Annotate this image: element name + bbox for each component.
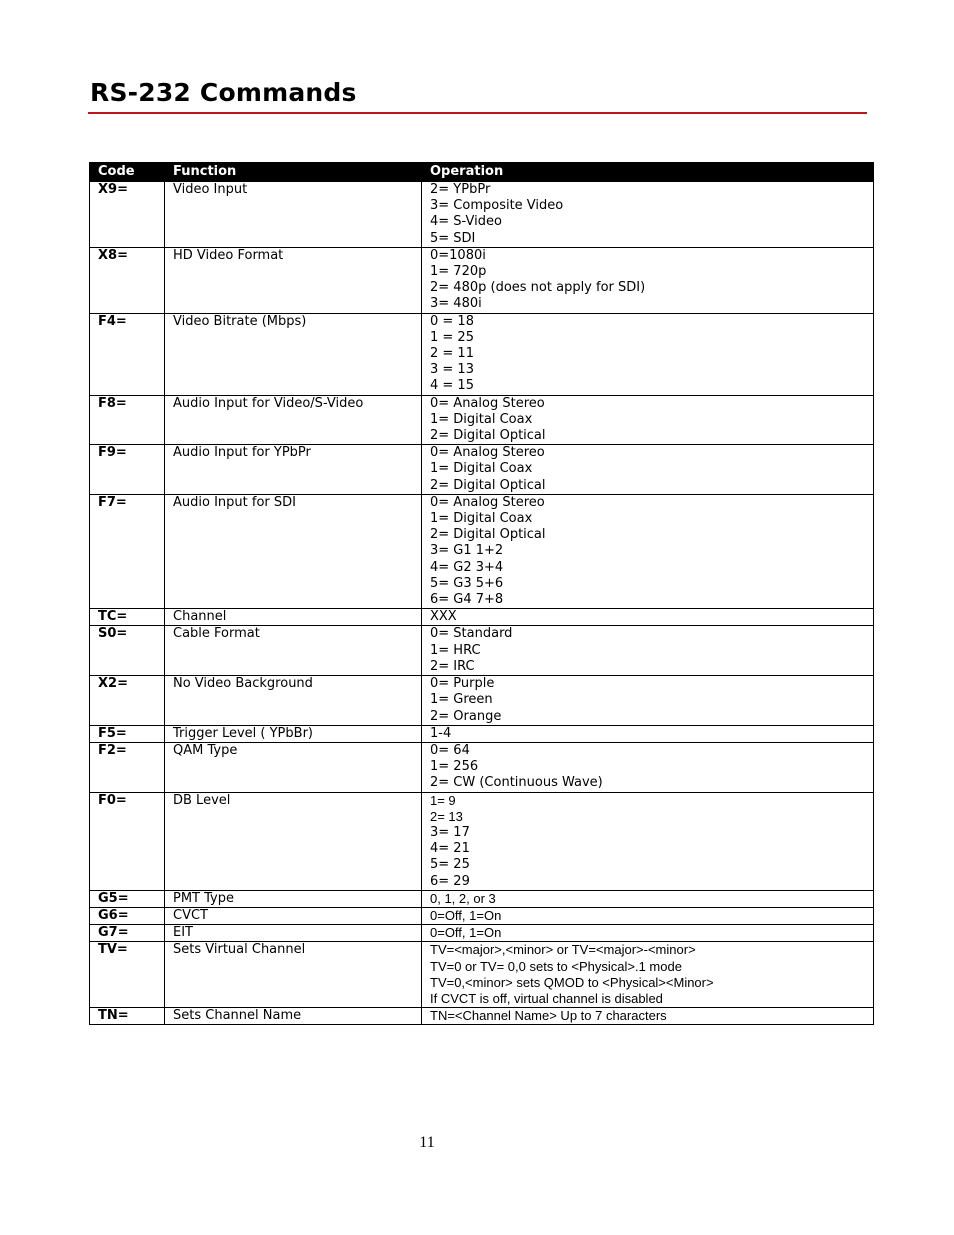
operation-line: 4= G2 3+4 [430, 559, 504, 575]
operation-line: 6= G4 7+8 [430, 592, 504, 608]
operation-line: 2= Digital Optical [430, 477, 546, 493]
page-title: RS-232 Commands [90, 78, 357, 107]
table-row [90, 313, 874, 395]
table-row [90, 742, 874, 792]
command-function: HD Video Format [165, 247, 422, 313]
column-header-function: Function [165, 163, 422, 182]
table-row [90, 925, 874, 942]
command-function: No Video Background [165, 676, 422, 726]
table-row [90, 725, 874, 742]
table-row [90, 395, 874, 445]
table-row [90, 676, 874, 726]
operation-line: 2= IRC [430, 658, 475, 674]
command-operation [422, 182, 874, 248]
operation-line: 0= Standard [430, 626, 513, 642]
operation-line: 1= Digital Coax [430, 511, 533, 527]
command-code: TV= [90, 942, 165, 1008]
table-body [90, 182, 874, 1025]
operation-line: 1= 720p [430, 264, 487, 280]
operation-line: 0= Analog Stereo [430, 494, 545, 510]
table-row [90, 1008, 874, 1025]
operation-line: 2 = 11 [430, 346, 474, 362]
table-row [90, 890, 874, 907]
command-operation [422, 626, 874, 676]
command-function: Trigger Level ( YPbBr) [165, 725, 422, 742]
command-code: TN= [90, 1008, 165, 1025]
operation-line: 3 = 13 [430, 362, 474, 378]
operation-line: 0 = 18 [430, 313, 474, 329]
table-row [90, 626, 874, 676]
command-code: TC= [90, 609, 165, 626]
command-code: G6= [90, 907, 165, 924]
table-row [90, 942, 874, 1008]
table-row [90, 182, 874, 248]
operation-line: 1= Digital Coax [430, 461, 533, 477]
command-operation [422, 890, 874, 907]
operation-line: 0=Off, 1=On [430, 925, 502, 941]
table-row [90, 792, 874, 890]
command-function: Audio Input for SDI [165, 494, 422, 608]
operation-line: 5= SDI [430, 230, 476, 246]
command-code: F7= [90, 494, 165, 608]
command-operation [422, 445, 874, 495]
operation-line: 5= 25 [430, 857, 470, 873]
operation-line: 3= G1 1+2 [430, 543, 504, 559]
command-function: Channel [165, 609, 422, 626]
page-number: 11 [419, 1134, 435, 1151]
table-row [90, 609, 874, 626]
command-code: X9= [90, 182, 165, 248]
command-operation [422, 313, 874, 395]
command-code: G7= [90, 925, 165, 942]
command-operation [422, 676, 874, 726]
operation-line: 4 = 15 [430, 378, 474, 394]
operation-line: 2= CW (Continuous Wave) [430, 775, 603, 791]
command-operation [422, 395, 874, 445]
command-code: F9= [90, 445, 165, 495]
column-header-operation: Operation [422, 163, 874, 182]
command-operation [422, 247, 874, 313]
operation-line: 3= 17 [430, 824, 470, 840]
table-row [90, 445, 874, 495]
operation-line: 1= HRC [430, 642, 481, 658]
table-row [90, 247, 874, 313]
command-code: F5= [90, 725, 165, 742]
command-function: PMT Type [165, 890, 422, 907]
operation-line: 2= YPbPr [430, 182, 491, 197]
command-code: X2= [90, 676, 165, 726]
table-row [90, 907, 874, 924]
operation-line: 2= Digital Optical [430, 428, 546, 444]
operation-line: 0, 1, 2, or 3 [430, 890, 496, 906]
operation-line: 1= Digital Coax [430, 411, 533, 427]
operation-line: 0=Off, 1=On [430, 907, 502, 923]
command-operation [422, 494, 874, 608]
operation-line: 6= 29 [430, 873, 470, 889]
command-function: CVCT [165, 907, 422, 924]
command-operation [422, 792, 874, 890]
operation-line: 4= S-Video [430, 214, 502, 230]
title-divider [88, 112, 867, 114]
operation-line: 3= Composite Video [430, 198, 564, 214]
operation-line: 5= G3 5+6 [430, 575, 504, 591]
operation-line: 2= 13 [430, 808, 463, 824]
command-operation [422, 1008, 874, 1025]
command-function: DB Level [165, 792, 422, 890]
operation-line: 1= Green [430, 692, 493, 708]
operation-line: 0= Analog Stereo [430, 395, 545, 411]
operation-line: TN=<Channel Name> Up to 7 characters [430, 1008, 667, 1024]
operation-line: If CVCT is off, virtual channel is disabled [430, 990, 663, 1006]
operation-line: XXX [430, 609, 457, 625]
command-code: F4= [90, 313, 165, 395]
operation-line: 1-4 [430, 725, 452, 741]
operation-line: 2= Digital Optical [430, 527, 546, 543]
rs232-command-table [89, 162, 874, 1025]
command-operation [422, 942, 874, 1008]
command-function: Audio Input for Video/S-Video [165, 395, 422, 445]
command-function: QAM Type [165, 742, 422, 792]
operation-line: 4= 21 [430, 841, 470, 857]
operation-line: 2= Orange [430, 708, 502, 724]
command-function: Video Bitrate (Mbps) [165, 313, 422, 395]
command-code: F0= [90, 792, 165, 890]
operation-line: 0= Analog Stereo [430, 445, 545, 461]
command-operation [422, 907, 874, 924]
operation-line: 1= 256 [430, 759, 479, 775]
operation-line: 0=1080i [430, 247, 486, 263]
operation-line: TV=<major>,<minor> or TV=<major>-<minor> [430, 942, 696, 958]
command-function: Cable Format [165, 626, 422, 676]
operation-line: TV=0,<minor> sets QMOD to <Physical><Minor> [430, 974, 714, 990]
command-code: F8= [90, 395, 165, 445]
command-operation [422, 742, 874, 792]
command-function: EIT [165, 925, 422, 942]
command-function: Video Input [165, 182, 422, 248]
command-operation [422, 925, 874, 942]
operation-line: 1= 9 [430, 792, 456, 808]
command-operation [422, 725, 874, 742]
command-code: G5= [90, 890, 165, 907]
operation-line: 3= 480i [430, 296, 482, 312]
table-header-row [90, 163, 874, 182]
command-code: X8= [90, 247, 165, 313]
operation-line: 0= Purple [430, 676, 495, 692]
command-function: Audio Input for YPbPr [165, 445, 422, 495]
operation-line: 1 = 25 [430, 329, 474, 345]
command-operation [422, 609, 874, 626]
table-row [90, 494, 874, 608]
command-function: Sets Virtual Channel [165, 942, 422, 1008]
column-header-code: Code [90, 163, 165, 182]
operation-line: 0= 64 [430, 742, 470, 758]
command-code: F2= [90, 742, 165, 792]
operation-line: TV=0 or TV= 0,0 sets to <Physical>.1 mode [430, 958, 682, 974]
operation-line: 2= 480p (does not apply for SDI) [430, 280, 646, 296]
command-code: S0= [90, 626, 165, 676]
command-function: Sets Channel Name [165, 1008, 422, 1025]
